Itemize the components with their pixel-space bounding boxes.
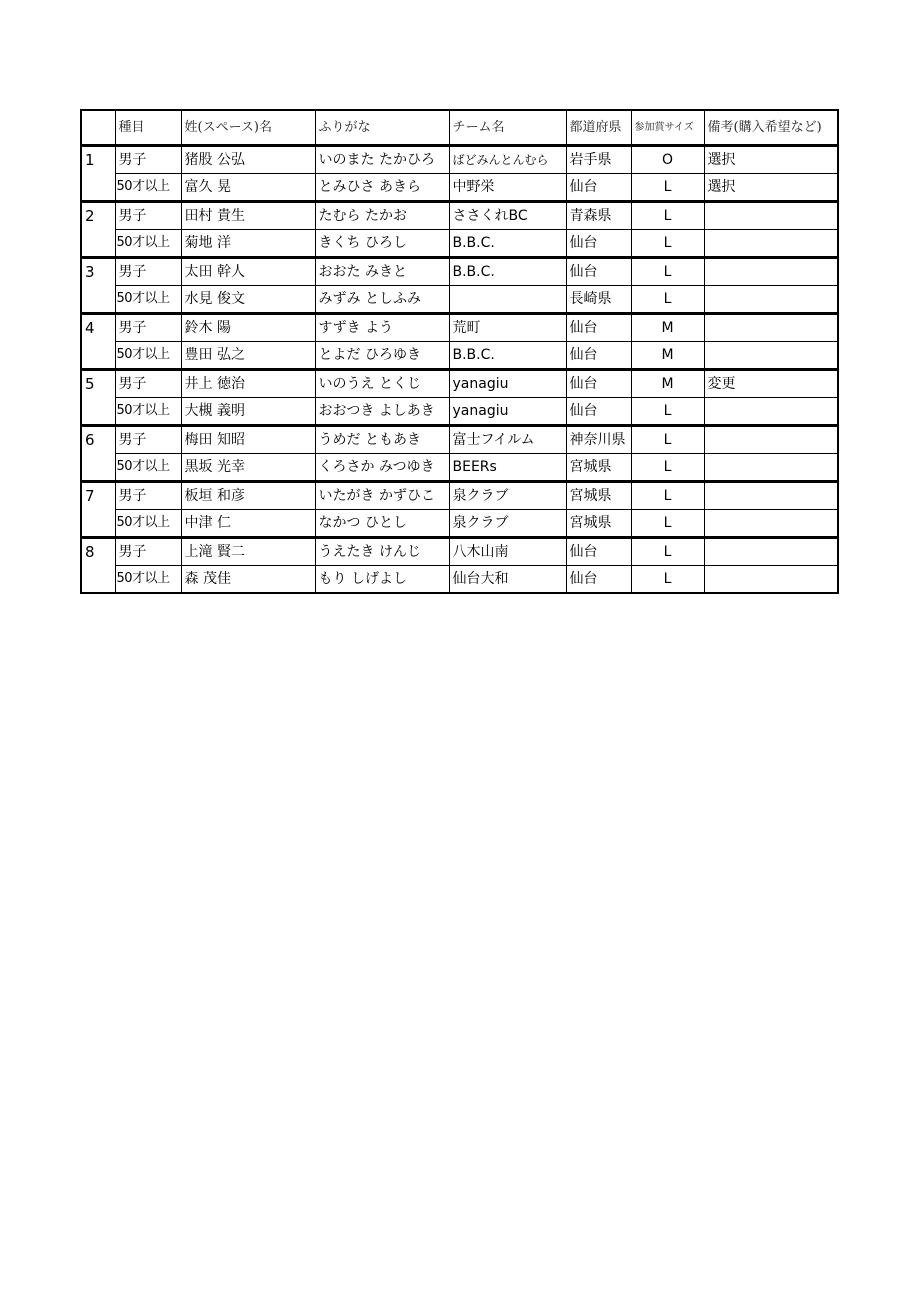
cell-prefecture: 岩手県 — [566, 146, 631, 174]
cell-prefecture: 神奈川県 — [566, 426, 631, 454]
cell-category: 50才以上 — [115, 566, 181, 594]
cell-prefecture: 仙台 — [566, 258, 631, 286]
cell-size: L — [631, 286, 704, 314]
cell-category: 50才以上 — [115, 398, 181, 426]
cell-size: M — [631, 314, 704, 342]
cell-category: 50才以上 — [115, 510, 181, 538]
pair-number: 7 — [81, 482, 115, 538]
cell-notes: 選択 — [704, 174, 838, 202]
cell-furigana: くろさか みつゆき — [315, 454, 449, 482]
cell-team: B.B.C. — [449, 342, 566, 370]
cell-category: 50才以上 — [115, 286, 181, 314]
cell-prefecture: 仙台 — [566, 230, 631, 258]
cell-name: 太田 幹人 — [181, 258, 315, 286]
table-row — [81, 202, 838, 230]
cell-name: 田村 貴生 — [181, 202, 315, 230]
cell-furigana: たむら たかお — [315, 202, 449, 230]
cell-category: 男子 — [115, 146, 181, 174]
table-row — [81, 258, 838, 286]
cell-category: 50才以上 — [115, 230, 181, 258]
cell-furigana: とよだ ひろゆき — [315, 342, 449, 370]
pair-number: 6 — [81, 426, 115, 482]
cell-size: L — [631, 426, 704, 454]
cell-size: L — [631, 510, 704, 538]
cell-size: M — [631, 370, 704, 398]
cell-size: L — [631, 398, 704, 426]
cell-prefecture: 仙台 — [566, 174, 631, 202]
cell-prefecture: 青森県 — [566, 202, 631, 230]
table-row — [81, 230, 838, 258]
cell-team: 荒町 — [449, 314, 566, 342]
cell-prefecture: 仙台 — [566, 370, 631, 398]
roster-sheet — [80, 109, 839, 594]
cell-notes — [704, 314, 838, 342]
cell-team: yanagiu — [449, 398, 566, 426]
cell-furigana: みずみ としふみ — [315, 286, 449, 314]
table-row — [81, 566, 838, 594]
cell-team: ささくれBC — [449, 202, 566, 230]
cell-notes — [704, 454, 838, 482]
cell-category: 男子 — [115, 482, 181, 510]
pair-number: 5 — [81, 370, 115, 426]
cell-furigana: きくち ひろし — [315, 230, 449, 258]
header-number — [81, 110, 115, 146]
cell-furigana: いたがき かずひこ — [315, 482, 449, 510]
cell-furigana: いのまた たかひろ — [315, 146, 449, 174]
cell-team: 泉クラブ — [449, 482, 566, 510]
cell-notes — [704, 426, 838, 454]
cell-notes — [704, 342, 838, 370]
table-row — [81, 342, 838, 370]
pair-number: 3 — [81, 258, 115, 314]
cell-category: 50才以上 — [115, 342, 181, 370]
cell-notes: 選択 — [704, 146, 838, 174]
cell-furigana: おおた みきと — [315, 258, 449, 286]
cell-team: 富士フイルム — [449, 426, 566, 454]
cell-name: 梅田 知昭 — [181, 426, 315, 454]
header-notes: 備考(購入希望など) — [704, 110, 838, 146]
table-row — [81, 174, 838, 202]
cell-notes — [704, 510, 838, 538]
cell-name: 水見 俊文 — [181, 286, 315, 314]
cell-size: L — [631, 202, 704, 230]
cell-category: 男子 — [115, 370, 181, 398]
cell-notes — [704, 230, 838, 258]
cell-team: B.B.C. — [449, 258, 566, 286]
cell-size: L — [631, 230, 704, 258]
cell-notes: 変更 — [704, 370, 838, 398]
cell-team: 中野栄 — [449, 174, 566, 202]
cell-team: yanagiu — [449, 370, 566, 398]
cell-team: BEERs — [449, 454, 566, 482]
cell-furigana: うえたき けんじ — [315, 538, 449, 566]
cell-category: 男子 — [115, 538, 181, 566]
cell-size: L — [631, 566, 704, 594]
cell-furigana: おおつき よしあき — [315, 398, 449, 426]
header-team: チーム名 — [449, 110, 566, 146]
cell-prefecture: 仙台 — [566, 566, 631, 594]
cell-name: 上滝 賢二 — [181, 538, 315, 566]
cell-notes — [704, 398, 838, 426]
cell-team: ばどみんとんむら — [449, 146, 566, 174]
cell-prefecture: 仙台 — [566, 314, 631, 342]
table-row — [81, 314, 838, 342]
cell-name: 板垣 和彦 — [181, 482, 315, 510]
cell-name: 森 茂佳 — [181, 566, 315, 594]
cell-name: 中津 仁 — [181, 510, 315, 538]
cell-furigana: すずき よう — [315, 314, 449, 342]
table-row — [81, 398, 838, 426]
cell-size: L — [631, 174, 704, 202]
cell-team — [449, 286, 566, 314]
cell-team: 泉クラブ — [449, 510, 566, 538]
cell-size: M — [631, 342, 704, 370]
cell-name: 猪股 公弘 — [181, 146, 315, 174]
header-furigana: ふりがな — [315, 110, 449, 146]
cell-team: B.B.C. — [449, 230, 566, 258]
cell-category: 男子 — [115, 426, 181, 454]
pair-number: 8 — [81, 538, 115, 594]
header-name: 姓(スペース)名 — [181, 110, 315, 146]
cell-category: 男子 — [115, 314, 181, 342]
cell-prefecture: 宮城県 — [566, 482, 631, 510]
table-row — [81, 286, 838, 314]
cell-furigana: うめだ ともあき — [315, 426, 449, 454]
cell-prefecture: 仙台 — [566, 538, 631, 566]
cell-furigana: なかつ ひとし — [315, 510, 449, 538]
table-row — [81, 146, 838, 174]
cell-notes — [704, 538, 838, 566]
cell-furigana: いのうえ とくじ — [315, 370, 449, 398]
cell-prefecture: 宮城県 — [566, 510, 631, 538]
cell-category: 男子 — [115, 258, 181, 286]
cell-name: 豊田 弘之 — [181, 342, 315, 370]
pair-number: 1 — [81, 146, 115, 202]
cell-size: L — [631, 454, 704, 482]
entry-table — [80, 109, 839, 594]
cell-notes — [704, 566, 838, 594]
cell-size: O — [631, 146, 704, 174]
cell-team: 八木山南 — [449, 538, 566, 566]
cell-team: 仙台大和 — [449, 566, 566, 594]
table-row — [81, 370, 838, 398]
cell-size: L — [631, 482, 704, 510]
header-category: 種目 — [115, 110, 181, 146]
cell-size: L — [631, 258, 704, 286]
cell-prefecture: 長崎県 — [566, 286, 631, 314]
header-size: 参加賞サイズ — [631, 110, 704, 146]
cell-furigana: もり しげよし — [315, 566, 449, 594]
cell-prefecture: 仙台 — [566, 342, 631, 370]
table-row — [81, 454, 838, 482]
cell-notes — [704, 482, 838, 510]
cell-category: 男子 — [115, 202, 181, 230]
cell-category: 50才以上 — [115, 174, 181, 202]
header-prefecture: 都道府県 — [566, 110, 631, 146]
cell-notes — [704, 286, 838, 314]
cell-name: 富久 晃 — [181, 174, 315, 202]
table-row — [81, 482, 838, 510]
cell-name: 鈴木 陽 — [181, 314, 315, 342]
cell-name: 大槻 義明 — [181, 398, 315, 426]
table-row — [81, 510, 838, 538]
header-row — [81, 110, 838, 146]
cell-name: 井上 徳治 — [181, 370, 315, 398]
cell-size: L — [631, 538, 704, 566]
cell-name: 菊地 洋 — [181, 230, 315, 258]
table-row — [81, 426, 838, 454]
cell-prefecture: 宮城県 — [566, 454, 631, 482]
pair-number: 4 — [81, 314, 115, 370]
cell-prefecture: 仙台 — [566, 398, 631, 426]
cell-notes — [704, 202, 838, 230]
cell-name: 黒坂 光幸 — [181, 454, 315, 482]
cell-notes — [704, 258, 838, 286]
cell-furigana: とみひさ あきら — [315, 174, 449, 202]
pair-number: 2 — [81, 202, 115, 258]
table-row — [81, 538, 838, 566]
cell-category: 50才以上 — [115, 454, 181, 482]
